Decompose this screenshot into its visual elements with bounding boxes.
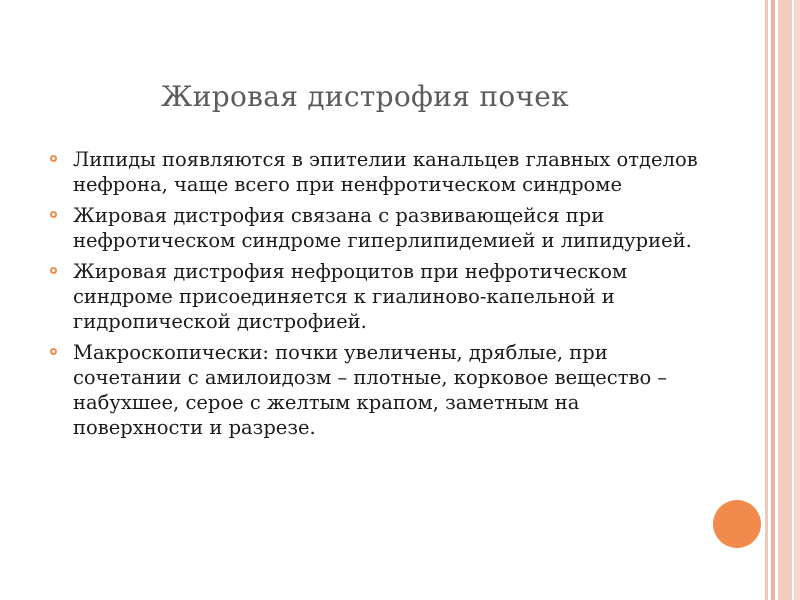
bullet-item [50, 259, 710, 334]
decorative-circle [713, 500, 761, 548]
bullet-text: Липиды появляются в эпителии канальцев главных отделов нефрона, чаще всего при ненфротическом синдроме [73, 148, 698, 196]
decorative-stripe [778, 0, 792, 600]
bullet-list [50, 147, 710, 446]
bullet-icon [50, 267, 57, 274]
bullet-text: Жировая дистрофия связана с развивающейся при нефротическом синдроме гиперлипидемией и липидурией. [73, 204, 692, 252]
decorative-stripe [771, 0, 775, 600]
decorative-stripe [794, 0, 800, 600]
bullet-item [50, 147, 710, 197]
bullet-item [50, 340, 710, 440]
bullet-item [50, 203, 710, 253]
bullet-icon [50, 211, 57, 218]
bullet-text: Жировая дистрофия нефроцитов при нефротическом синдроме присоединяется к гиалиново-капельной и гидропической дистрофией. [73, 260, 628, 333]
decorative-stripe [765, 0, 768, 600]
bullet-icon [50, 155, 57, 162]
bullet-text: Макроскопически: почки увеличены, дряблые, при сочетании с амилоидозм – плотные, корковое вещество – набухшее, серое с желтым крапом, заметным на поверхности и разрезе. [73, 341, 668, 439]
slide-title: Жировая дистрофия почек [161, 80, 569, 113]
bullet-icon [50, 348, 57, 355]
